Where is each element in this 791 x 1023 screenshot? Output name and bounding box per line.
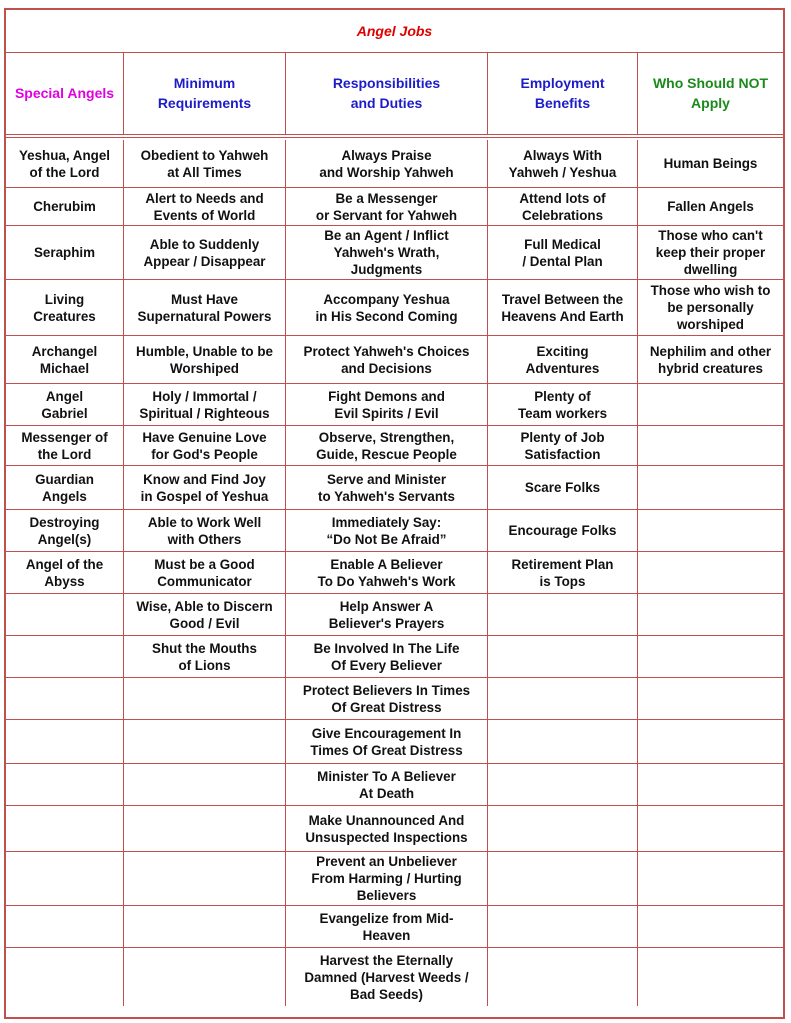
cell-duty: Fight Demons and Evil Spirits / Evil [286,384,488,425]
header-minimum-requirements: Minimum Requirements [124,52,286,134]
table-row [6,188,783,226]
cell-requirement: Obedient to Yahweh at All Times [124,140,286,187]
table-row [6,764,783,806]
header-special-angels: Special Angels [6,52,124,134]
cell-requirement [124,852,286,905]
cell-duty: Observe, Strengthen, Guide, Rescue People [286,426,488,465]
cell-requirement: Alert to Needs and Events of World [124,188,286,225]
table-body [6,140,783,1017]
cell-benefit: Full Medical / Dental Plan [488,226,638,279]
table-row [6,336,783,384]
cell-not-apply [638,720,783,763]
table-row [6,852,783,906]
cell-requirement [124,720,286,763]
cell-benefit [488,720,638,763]
cell-duty: Protect Yahweh's Choices and Decisions [286,336,488,383]
cell-special-angel: Seraphim [6,226,124,279]
cell-special-angel: Angel Gabriel [6,384,124,425]
cell-special-angel [6,806,124,851]
cell-not-apply [638,764,783,805]
cell-duty: Evangelize from Mid- Heaven [286,906,488,947]
cell-special-angel [6,906,124,947]
cell-benefit [488,948,638,1006]
cell-benefit: Travel Between the Heavens And Earth [488,280,638,335]
cell-not-apply [638,594,783,635]
table-row [6,426,783,466]
angel-jobs-table [4,8,785,1019]
table-row [6,636,783,678]
cell-special-angel: Guardian Angels [6,466,124,509]
cell-duty: Protect Believers In Times Of Great Distress [286,678,488,719]
cell-duty: Make Unannounced And Unsuspected Inspections [286,806,488,851]
cell-special-angel [6,720,124,763]
cell-not-apply [638,552,783,593]
cell-benefit [488,678,638,719]
cell-benefit [488,636,638,677]
table-row [6,594,783,636]
header-row [6,52,783,138]
cell-not-apply [638,384,783,425]
cell-requirement [124,906,286,947]
cell-special-angel: Yeshua, Angel of the Lord [6,140,124,187]
cell-duty: Accompany Yeshua in His Second Coming [286,280,488,335]
table-row [6,226,783,280]
cell-not-apply: Human Beings [663,156,758,171]
table-row [6,906,783,948]
table-row [6,948,783,1006]
cell-benefit: Exciting Adventures [488,336,638,383]
cell-duty: Immediately Say: “Do Not Be Afraid” [286,510,488,551]
cell-benefit: Encourage Folks [488,510,638,551]
cell-not-apply [638,906,783,947]
cell-not-apply [638,852,783,905]
cell-requirement: Able to Work Well with Others [124,510,286,551]
cell-requirement [124,948,286,1006]
cell-special-angel [6,678,124,719]
table-row [6,806,783,852]
cell-duty: Always Praise and Worship Yahweh [286,140,488,187]
cell-not-apply: Those who wish to be personally worshiped [650,283,771,332]
cell-duty: Harvest the Eternally Damned (Harvest Weeds / Bad Seeds) [286,948,488,1006]
cell-requirement: Must Have Supernatural Powers [124,280,286,335]
cell-requirement: Humble, Unable to be Worshiped [124,336,286,383]
cell-duty: Enable A Believer To Do Yahweh's Work [286,552,488,593]
header-employment-benefits: Employment Benefits [488,52,638,134]
cell-duty: Serve and Minister to Yahweh's Servants [286,466,488,509]
cell-requirement [124,806,286,851]
cell-not-apply: Fallen Angels [667,199,754,214]
cell-special-angel [6,948,124,1006]
cell-requirement: Able to Suddenly Appear / Disappear [124,226,286,279]
cell-not-apply [638,678,783,719]
cell-benefit [488,764,638,805]
cell-duty: Be an Agent / Inflict Yahweh's Wrath, Judgments [286,226,488,279]
cell-special-angel [6,594,124,635]
header-who-should-not-apply: Who Should NOT Apply [652,75,769,111]
cell-requirement: Must be a Good Communicator [124,552,286,593]
cell-benefit: Plenty of Job Satisfaction [488,426,638,465]
table-row [6,280,783,336]
table-row [6,678,783,720]
table-row [6,140,783,188]
cell-benefit: Scare Folks [488,466,638,509]
cell-benefit: Always With Yahweh / Yeshua [488,140,638,187]
cell-special-angel: Destroying Angel(s) [6,510,124,551]
cell-requirement: Shut the Mouths of Lions [124,636,286,677]
cell-benefit: Attend lots of Celebrations [488,188,638,225]
cell-requirement [124,764,286,805]
cell-requirement: Holy / Immortal / Spiritual / Righteous [124,384,286,425]
cell-benefit [488,806,638,851]
cell-benefit: Plenty of Team workers [488,384,638,425]
cell-special-angel: Cherubim [6,188,124,225]
table-row [6,384,783,426]
cell-duty: Help Answer A Believer's Prayers [286,594,488,635]
cell-duty: Prevent an Unbeliever From Harming / Hurting Believers [286,852,488,905]
table-row [6,720,783,764]
cell-not-apply [638,426,783,465]
cell-special-angel: Angel of the Abyss [6,552,124,593]
cell-benefit [488,852,638,905]
cell-special-angel: Messenger of the Lord [6,426,124,465]
cell-not-apply [638,466,783,509]
cell-special-angel [6,764,124,805]
cell-benefit: Retirement Plan is Tops [488,552,638,593]
cell-special-angel [6,852,124,905]
cell-benefit [488,906,638,947]
table-row [6,466,783,510]
cell-duty: Minister To A Believer At Death [286,764,488,805]
cell-special-angel: Living Creatures [6,280,124,335]
table-row [6,510,783,552]
cell-not-apply: Those who can't keep their proper dwelling [655,228,766,277]
table-title: Angel Jobs [6,10,783,53]
cell-requirement: Know and Find Joy in Gospel of Yeshua [124,466,286,509]
cell-benefit [488,594,638,635]
cell-requirement: Wise, Able to Discern Good / Evil [124,594,286,635]
cell-special-angel: Archangel Michael [6,336,124,383]
cell-not-apply [638,510,783,551]
cell-duty: Be a Messenger or Servant for Yahweh [286,188,488,225]
cell-duty: Give Encouragement In Times Of Great Distress [286,720,488,763]
cell-requirement [124,678,286,719]
cell-not-apply [638,948,783,1006]
table-row [6,552,783,594]
cell-not-apply [638,806,783,851]
cell-not-apply: Nephilim and other hybrid creatures [649,343,772,376]
cell-special-angel [6,636,124,677]
cell-not-apply [638,636,783,677]
header-responsibilities: Responsibilities and Duties [286,52,488,134]
cell-duty: Be Involved In The Life Of Every Believer [286,636,488,677]
cell-requirement: Have Genuine Love for God's People [124,426,286,465]
